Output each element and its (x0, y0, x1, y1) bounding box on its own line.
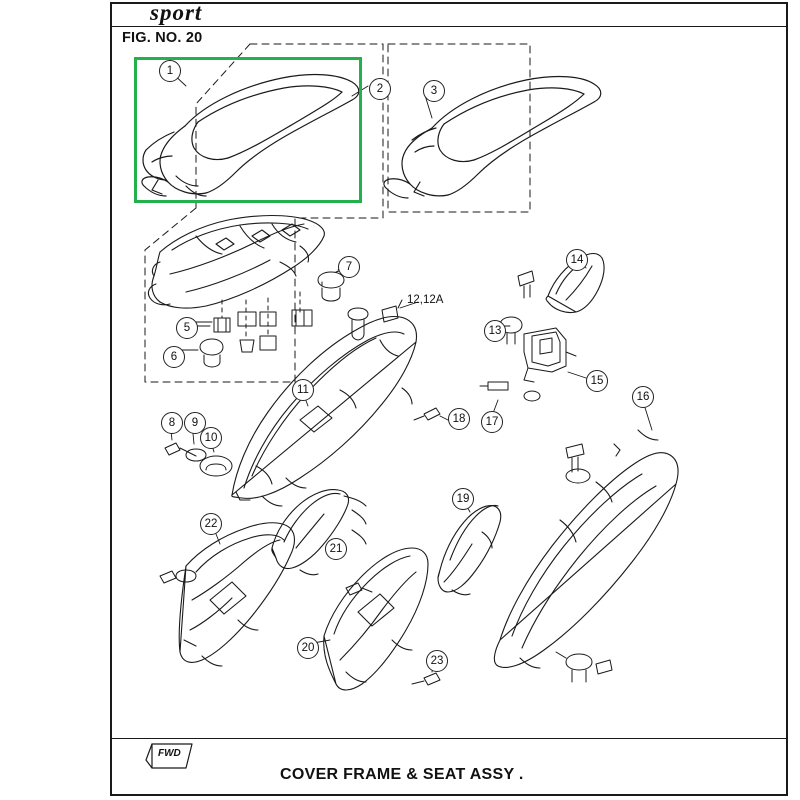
frame-bottom-divider (110, 738, 788, 739)
fwd-direction-label: FWD (158, 748, 181, 759)
callout-3[interactable]: 3 (423, 80, 445, 102)
callout-11[interactable]: 11 (292, 379, 314, 401)
callout-13[interactable]: 13 (484, 320, 506, 342)
brand-logo: sport (150, 0, 203, 25)
callout-22[interactable]: 22 (200, 513, 222, 535)
figure-number: FIG. NO. 20 (122, 30, 203, 46)
callout-21[interactable]: 21 (325, 538, 347, 560)
callout-19[interactable]: 19 (452, 488, 474, 510)
callout-23[interactable]: 23 (426, 650, 448, 672)
callout-14[interactable]: 14 (566, 249, 588, 271)
callout-7[interactable]: 7 (338, 256, 360, 278)
callout-5[interactable]: 5 (176, 317, 198, 339)
callout-9[interactable]: 9 (184, 412, 206, 434)
callout-8[interactable]: 8 (161, 412, 183, 434)
callout-10[interactable]: 10 (200, 427, 222, 449)
callout-6[interactable]: 6 (163, 346, 185, 368)
callout-20[interactable]: 20 (297, 637, 319, 659)
callout-18[interactable]: 18 (448, 408, 470, 430)
page-title: COVER FRAME & SEAT ASSY . (280, 766, 524, 783)
callout-16[interactable]: 16 (632, 386, 654, 408)
callout-2[interactable]: 2 (369, 78, 391, 100)
callout-17[interactable]: 17 (481, 411, 503, 433)
frame-top-divider (110, 26, 788, 27)
callout-15[interactable]: 15 (586, 370, 608, 392)
callout-12-12a[interactable]: 12,12A (407, 294, 444, 306)
callout-1[interactable]: 1 (159, 60, 181, 82)
